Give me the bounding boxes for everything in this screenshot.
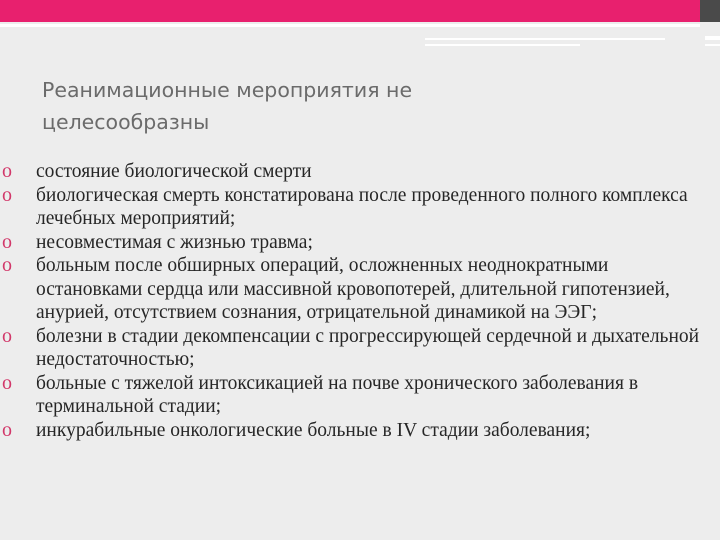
decorative-line [425, 38, 665, 40]
bullet-text: болезни в стадии декомпенсации с прогрессирующей сердечной и дыхательной недостаточностью; [36, 325, 700, 370]
decorative-line [425, 44, 580, 46]
bullet-marker-icon: o [2, 160, 12, 182]
bullet-item [0, 325, 715, 372]
bullet-item [0, 231, 715, 255]
decorative-line [705, 44, 720, 46]
bullet-text: несовместимая с жизнью травма; [36, 231, 313, 253]
slide-title: Реанимационные мероприятия не целесообразны [42, 78, 413, 134]
bullet-item [0, 160, 715, 184]
bullet-item [0, 184, 715, 231]
bullet-item [0, 372, 715, 419]
bullet-marker-icon: o [2, 230, 12, 253]
bullet-marker-icon: o [2, 371, 12, 394]
bullet-list [0, 160, 715, 442]
bullet-marker-icon: o [2, 183, 12, 206]
header-accent-bar [0, 0, 700, 22]
bullet-text: состояние биологической смерти [36, 161, 312, 182]
bullet-marker-icon: o [2, 418, 12, 441]
decorative-line [0, 24, 700, 27]
bullet-text: биологическая смерть констатирована после проведенного полного комплекса лечебных мероприятий; [36, 184, 688, 229]
bullet-text: инкурабильные онкологические больные в IV стадии заболевания; [36, 419, 591, 441]
bullet-text: больные с тяжелой интоксикацией на почве хронического заболевания в терминальной стадии; [36, 372, 639, 417]
decorative-line [705, 36, 720, 40]
header-corner-block [700, 0, 720, 22]
bullet-item [0, 419, 715, 443]
bullet-text: больным после обширных операций, осложненных неоднократными остановками сердца или массивной кровопотерей, длительной гипотензией, анурией, отсутствием сознания, отрицательной динамикой на ЭЭГ; [36, 255, 670, 323]
bullet-item [0, 254, 715, 325]
bullet-marker-icon: o [2, 254, 12, 276]
bullet-marker-icon: o [2, 324, 12, 347]
